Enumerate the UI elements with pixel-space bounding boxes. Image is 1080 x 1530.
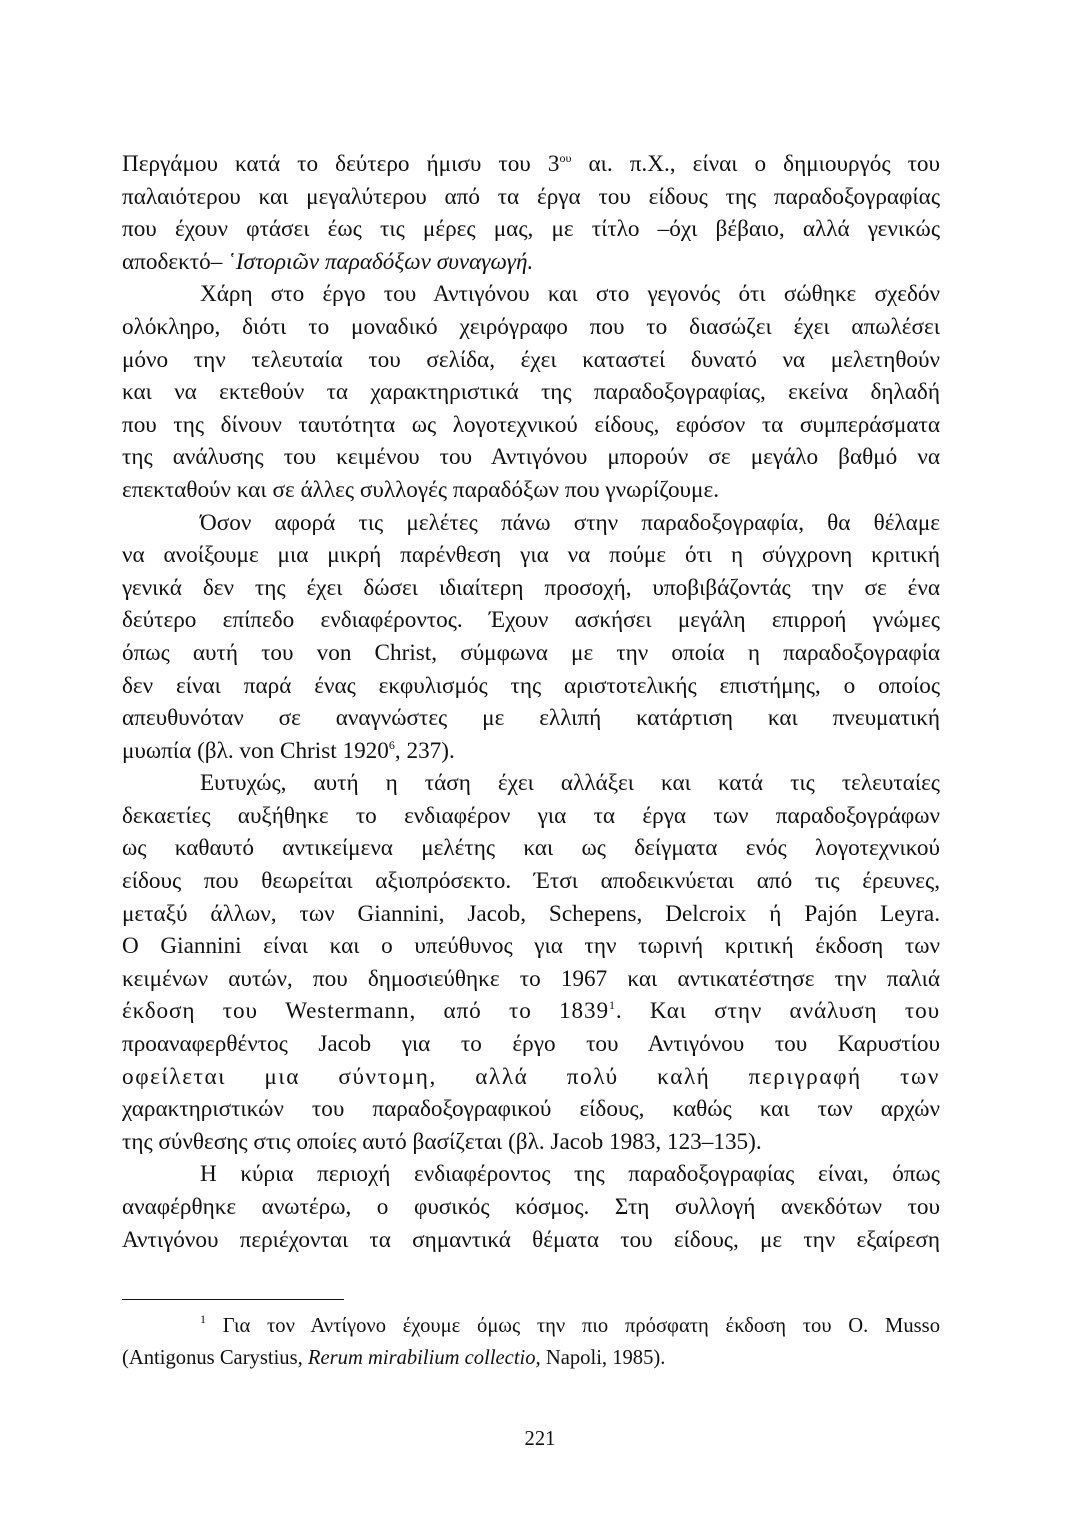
footnote-marker: 1 xyxy=(200,1312,206,1326)
superscript: 6 xyxy=(388,737,395,752)
text-line: αποδεκτό– ῾Ιστοριῶν παραδόξων συναγωγή. xyxy=(122,248,534,275)
text-line: Χάρη στο έργο του Αντιγόνου και στο γεγονός ότι σώθηκε σχεδόν xyxy=(200,281,940,308)
paragraph-4 xyxy=(122,767,940,1158)
text-line: γενικά δεν της έχει δώσει ιδιαίτερη προσοχή, υποβιβάζοντάς την σε ένα xyxy=(122,574,940,601)
footnote xyxy=(122,1310,940,1374)
superscript: ου xyxy=(559,151,572,165)
text-line: Η κύρια περιοχή ενδιαφέροντος της παραδοξογραφίας είναι, όπως xyxy=(200,1161,940,1188)
paragraph-5 xyxy=(122,1158,940,1256)
text-line: ως καθαυτό αντικείμενα μελέτης και ως δείγματα ενός λογοτεχνικού xyxy=(122,835,940,862)
work-title: Rerum mirabilium collectio, xyxy=(307,1347,541,1369)
page-number: 221 xyxy=(524,1428,556,1450)
text-line: μόνο την τελευταία του σελίδα, έχει καταστεί δυνατό να μελετηθούν xyxy=(122,346,940,373)
text-line: απευθυνόταν σε αναγνώστες με ελλιπή κατάρτιση και πνευματική xyxy=(122,705,940,732)
paragraph-2 xyxy=(122,278,940,506)
text-line: που έχουν φτάσει έως τις μέρες μας, με τίτλο –όχι βέβαιο, αλλά γενικώς xyxy=(122,216,940,243)
text-line: είδους που θεωρείται αξιοπρόσεκτο. Έτσι αποδεικνύεται από τις έρευνες, xyxy=(122,868,940,895)
text-line: παλαιότερου και μεγαλύτερου από τα έργα του είδους της παραδοξογραφίας xyxy=(122,183,940,210)
text-line: να ανοίξουμε μια μικρή παρένθεση για να πούμε ότι η σύγχρονη κριτική xyxy=(122,542,940,569)
text-line: μεταξύ άλλων, των Giannini, Jacob, Schepens, Delcroix ή Pajón Leyra. xyxy=(122,900,940,927)
text-line: Όσον αφορά τις μελέτες πάνω στην παραδοξογραφία, θα θέλαμε xyxy=(200,509,940,536)
text-line: Ο Giannini είναι και ο υπεύθυνος για την τωρινή κριτική έκδοση των xyxy=(122,933,940,960)
text-line: έκδοση του Westermann, από το 1839$^1$. Και στην ανάλυση του xyxy=(122,998,940,1025)
text-line: της ανάλυσης του κειμένου του Αντιγόνου μπορούν σε μεγάλο βαθμό να xyxy=(122,444,940,471)
text-line: και να εκτεθούν τα χαρακτηριστικά της παραδοξογραφίας, εκείνα δηλαδή xyxy=(122,379,940,406)
footnote-ref[interactable]: 1 xyxy=(609,998,616,1013)
body-text xyxy=(122,148,940,1256)
text-line: κειμένων αυτών, που δημοσιεύθηκε το 1967 και αντικατέστησε την παλιά xyxy=(122,965,940,992)
text-line: ολόκληρο, διότι το μοναδικό χειρόγραφο που το διασώζει έχει απωλέσει xyxy=(122,313,940,340)
text-line: επεκταθούν και σε άλλες συλλογές παραδόξων που γνωρίζουμε. xyxy=(122,476,719,503)
text-line: οφείλεται μια σύντομη, αλλά πολύ καλή περιγραφή των xyxy=(122,1063,940,1090)
text-line: αναφέρθηκε ανωτέρω, ο φυσικός κόσμος. Στη συλλογή ανεκδότων του xyxy=(122,1194,940,1220)
text-line: που της δίνουν ταυτότητα ως λογοτεχνικού είδους, εφόσον τα συμπεράσματα xyxy=(122,411,940,438)
work-title: ῾Ιστοριῶν παραδόξων συναγωγή. xyxy=(228,248,534,275)
text-line: όπως αυτή του von Christ, σύμφωνα με την οποία η παραδοξογραφία xyxy=(122,639,940,666)
footnote-line: (Antigonus Carystius, Rerum mirabilium collectio, Napoli, 1985). xyxy=(122,1347,666,1369)
text-line: προαναφερθέντος Jacob για το έργο του Αντιγόνου του Καρυστίου xyxy=(122,1031,940,1058)
paragraph-1 xyxy=(122,148,940,278)
text-line: δεκαετίες αυξήθηκε το ενδιαφέρον για τα έργα των παραδοξογράφων xyxy=(122,802,940,829)
text-line: μυωπία (βλ. von Christ 1920$^6$, 237). xyxy=(122,737,455,764)
text-line: της σύνθεσης στις οποίες αυτό βασίζεται (βλ. Jacob 1983, 123–135). xyxy=(122,1128,762,1155)
text-line: Αντιγόνου περιέχονται τα σημαντικά θέματα του είδους, με την εξαίρεση xyxy=(122,1226,940,1253)
footnote-line: $^1$ Για τον Αντίγονο έχουμε όμως την πιο πρόσφατη έκδοση του O. Musso xyxy=(200,1312,940,1337)
text-line: Ευτυχώς, αυτή η τάση έχει αλλάξει και κατά τις τελευταίες xyxy=(200,770,940,797)
text-line: Περγάμου κατά το δεύτερο ήμισυ του $3^{o\upsilon}$ αι. π.Χ., είναι ο δημιουργός του xyxy=(122,151,941,177)
paragraph-3 xyxy=(122,507,940,768)
text-line: δεν είναι παρά ένας εκφυλισμός της αριστοτελικής επιστήμης, ο οποίος xyxy=(122,672,940,699)
text-line: χαρακτηριστικών του παραδοξογραφικού είδους, καθώς και των αρχών xyxy=(122,1096,940,1123)
footnote-divider xyxy=(122,1299,344,1300)
text-line: δεύτερο επίπεδο ενδιαφέροντος. Έχουν ασκήσει μεγάλη επιρροή γνώμες xyxy=(122,607,940,634)
